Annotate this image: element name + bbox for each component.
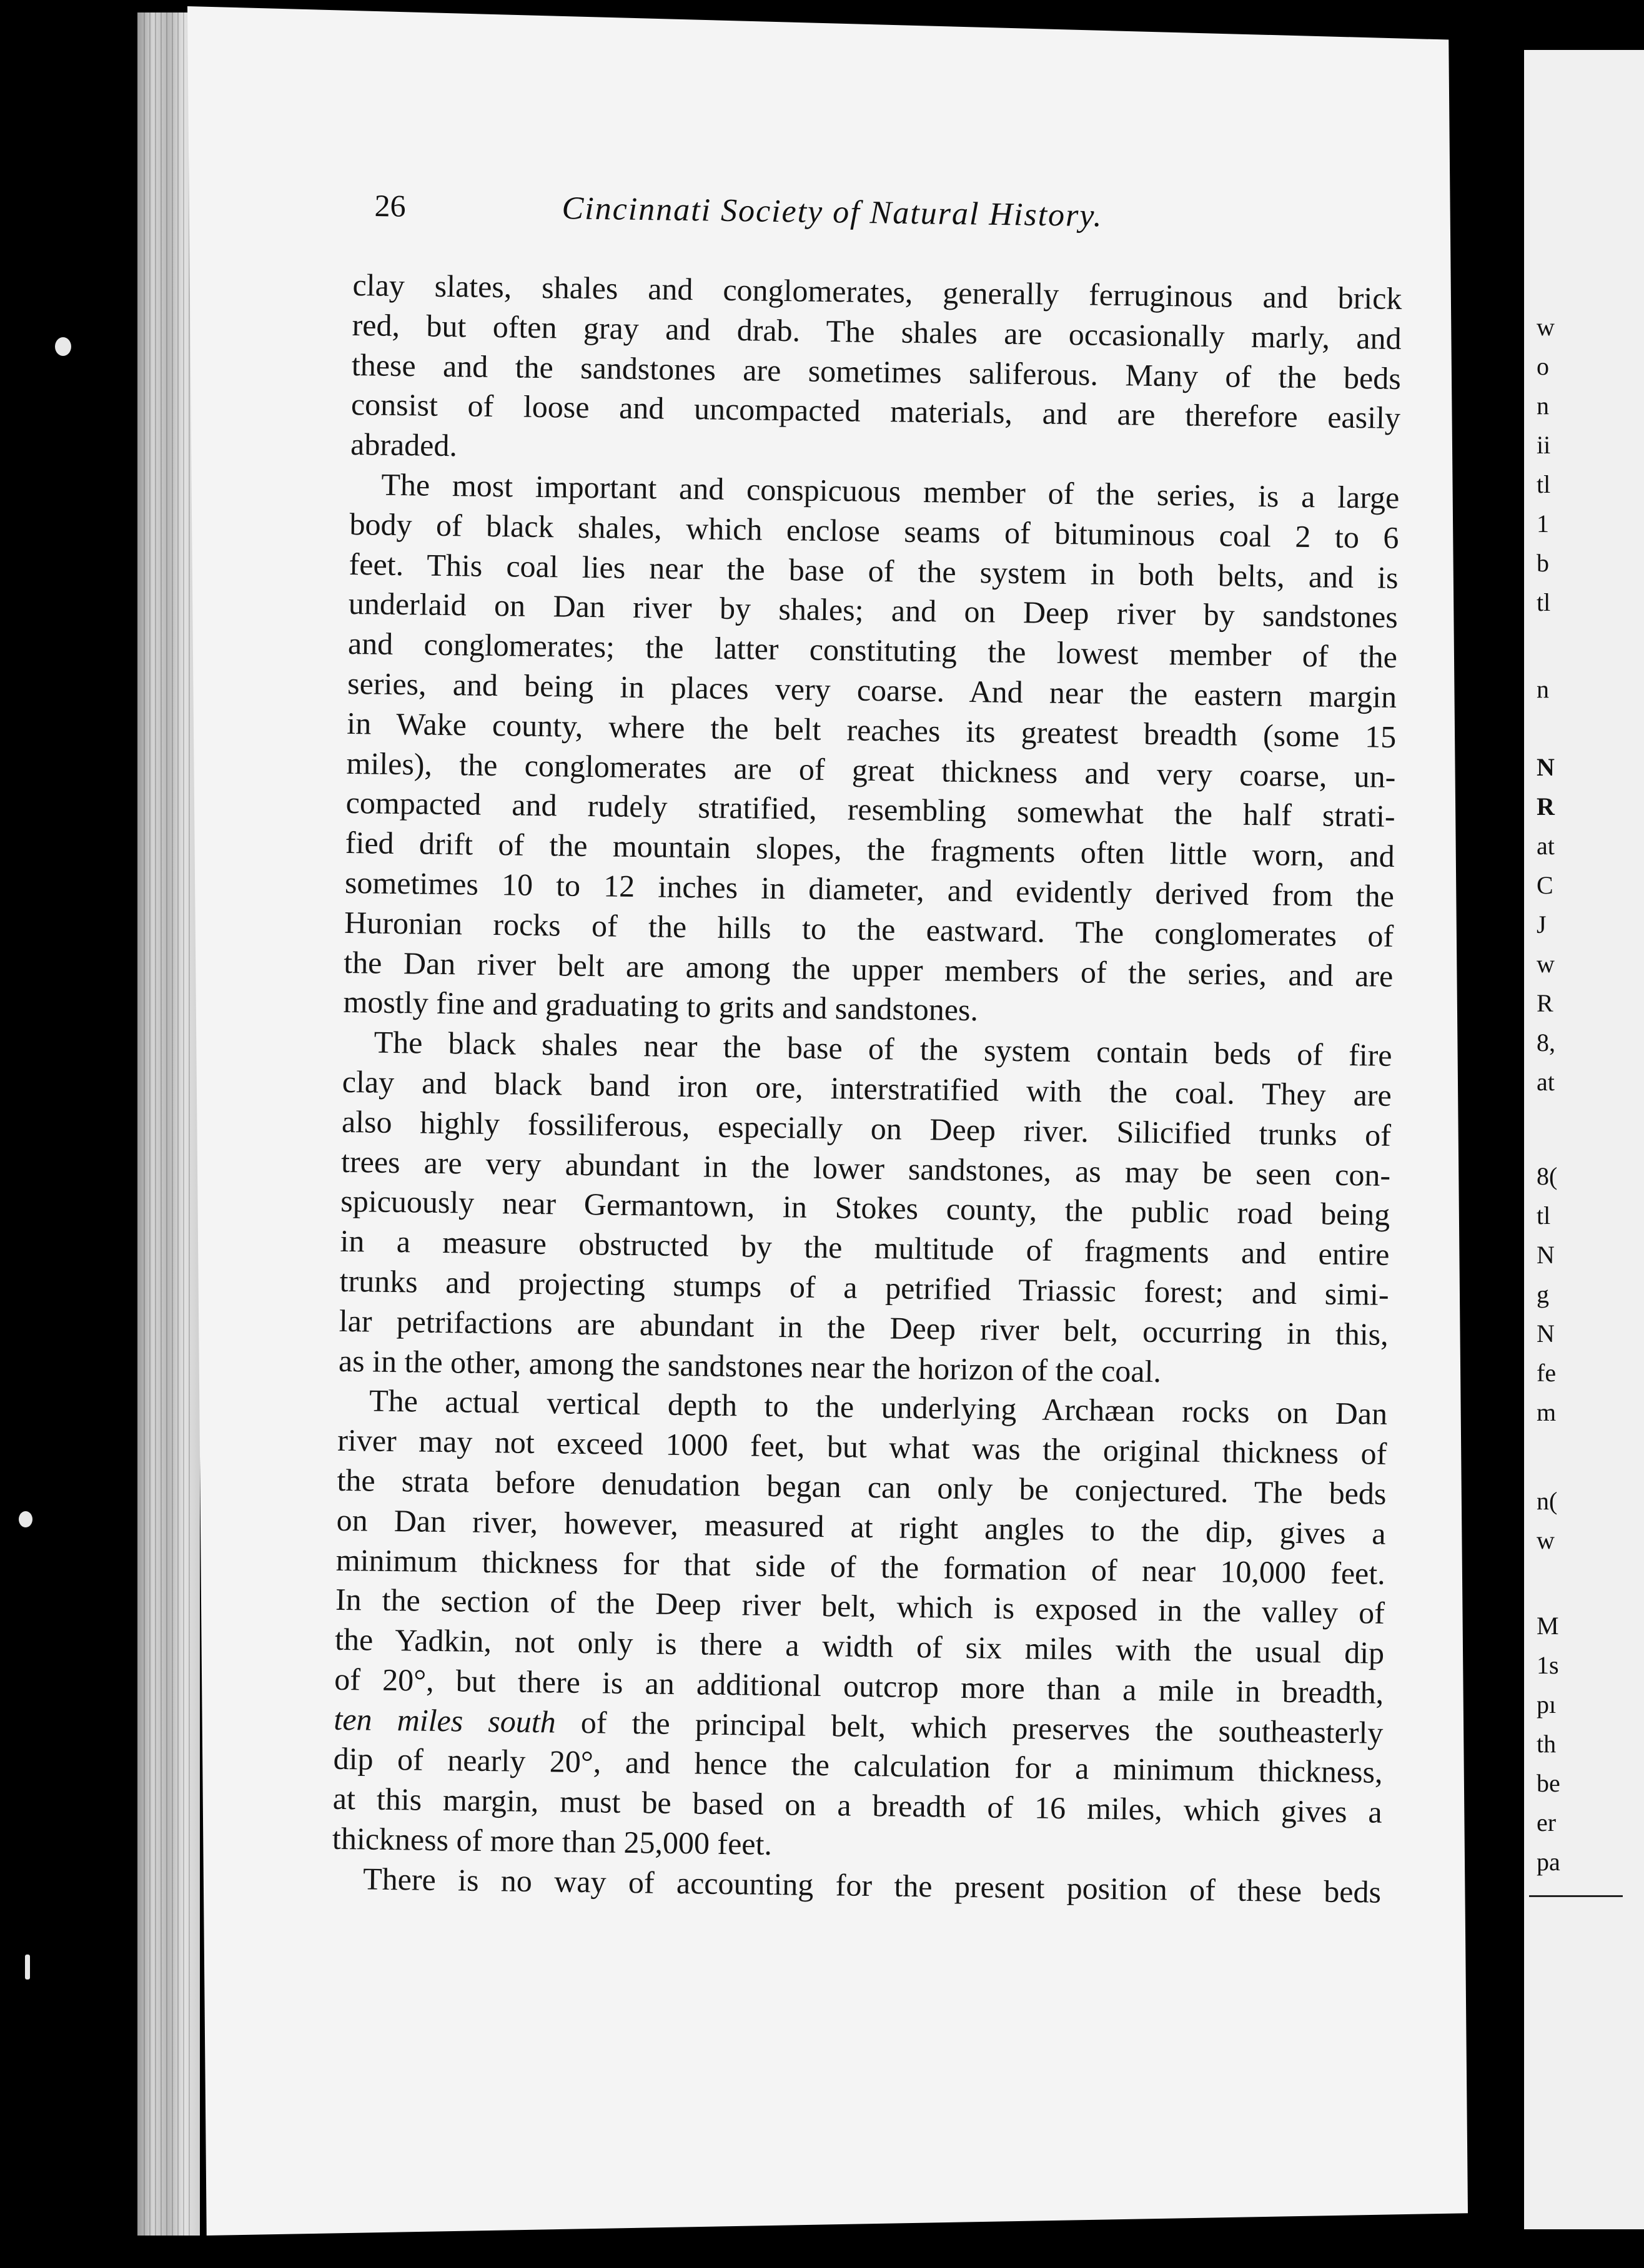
text-line: consist of loose and uncompacted materials, and are therefore easily [350, 387, 1401, 436]
facing-page-fragment: w [1537, 313, 1555, 341]
paragraph-start-line: The actual vertical depth to the underlying Archæan rocks on Dan [369, 1383, 1388, 1432]
body-text [332, 265, 1402, 1912]
text-line: red, but often gray and drab. The shales are occasionally marly, and [352, 307, 1402, 356]
facing-page-fragment: w [1537, 1526, 1555, 1554]
facing-page-fragment: N [1537, 1319, 1555, 1348]
text-line: in a measure obstructed by the multitude of fragments and entire [340, 1223, 1390, 1272]
facing-page-rule [1529, 1895, 1623, 1897]
facing-page-fragment: er [1537, 1808, 1557, 1837]
text-line: also highly fossiliferous, especially on Deep river. Silicified trunks of [341, 1103, 1392, 1153]
facing-page-fragment: n( [1537, 1487, 1558, 1515]
text-line: miles), the conglomerates are of great thickness and very coarse, un- [346, 745, 1396, 794]
text-line: mostly fine and graduating to grits and sandstones. [343, 984, 979, 1028]
text-line: feet. This coal lies near the base of the system in both belts, and is [349, 546, 1399, 595]
facing-page-fragment: tl [1537, 1201, 1551, 1230]
facing-page-fragment: M [1537, 1612, 1559, 1640]
text-line: fied drift of the mountain slopes, the fragments often little worn, and [345, 825, 1395, 874]
facing-page-fragment: be [1537, 1769, 1560, 1797]
text-line: dip of nearly 20°, and hence the calculation for a minimum thickness, [333, 1741, 1383, 1790]
text-line: series, and being in places very coarse. And near the eastern margin [347, 665, 1397, 714]
facing-page-fragment: tl [1537, 470, 1551, 498]
text-line: underlaid on Dan river by shales; and on Deep river by sandstones [348, 586, 1399, 635]
text-line: minimum thickness for that side of the formation of near 10,000 feet. [335, 1542, 1386, 1591]
italic-phrase: ten miles south [334, 1701, 557, 1740]
text-line: abraded. [350, 426, 458, 463]
text-line: clay slates, shales and conglomerates, generally ferruginous and brick [352, 267, 1402, 316]
facing-page-fragment: R [1537, 989, 1553, 1017]
facing-page-fragment: C [1537, 871, 1553, 899]
running-title: Cincinnati Society of Natural History. [562, 190, 1103, 234]
facing-page-fragment: pa [1537, 1848, 1560, 1876]
text-line: body of black shales, which enclose seams of bituminous coal 2 to 6 [349, 506, 1399, 555]
text-line: clay and black band iron ore, interstratified with the coal. They are [342, 1063, 1392, 1113]
facing-page-fragment: th [1537, 1730, 1557, 1758]
facing-page-fragment: pı [1537, 1690, 1557, 1718]
text-line: river may not exceed 1000 feet, but what was the original thickness of [337, 1422, 1387, 1471]
facing-page [1524, 50, 1644, 2229]
text-line: on Dan river, however, measured at right angles to the dip, gives a [336, 1502, 1386, 1551]
text-line: the Yadkin, not only is there a width of six miles with the usual dip [334, 1621, 1385, 1670]
facing-page-fragment: n [1537, 392, 1549, 420]
facing-page-fragment: w [1537, 950, 1555, 978]
facing-page-fragment: tl [1537, 588, 1551, 616]
text-line: the Dan river belt are among the upper members of the series, and are [344, 944, 1394, 993]
text-line: the strata before denudation began can only be conjectured. The beds [337, 1462, 1387, 1511]
facing-page-fragment: 8( [1537, 1162, 1558, 1190]
facing-page-fragment: b [1537, 549, 1549, 577]
text-line: of 20°, but there is an additional outcrop more than a mile in breadth, [334, 1661, 1384, 1710]
text-line: lar petrifactions are abundant in the Deep river belt, occurring in this, [339, 1303, 1389, 1352]
paragraph-start-line: There is no way of accounting for the present position of these beds [362, 1861, 1382, 1910]
text-line: compacted and rudely stratified, resembling somewhat the half strati- [345, 785, 1395, 834]
facing-page-fragment: g [1537, 1280, 1549, 1308]
text-line: spicuously near Germantown, in Stokes county, the public road being [340, 1183, 1390, 1233]
facing-page-fragment: N [1537, 1241, 1555, 1269]
facing-page-fragment: fe [1537, 1359, 1557, 1387]
facing-page-fragment: ii [1537, 431, 1551, 459]
facing-page-fragment: 8, [1537, 1028, 1555, 1057]
text-line: and conglomerates; the latter constituting the lowest member of the [347, 626, 1398, 675]
text-line: these and the sandstones are sometimes saliferous. Many of the beds [351, 347, 1402, 396]
facing-page-fragment: o [1537, 352, 1549, 380]
facing-page-fragment: at [1537, 1068, 1555, 1096]
text-line: thickness of more than 25,000 feet. [332, 1820, 773, 1862]
facing-page-fragment: 1s [1537, 1651, 1559, 1679]
margin-speck [19, 1511, 32, 1527]
facing-page-fragment: 1 [1537, 510, 1549, 538]
facing-page-fragment: N [1537, 753, 1555, 781]
text-line: in Wake county, where the belt reaches its greatest breadth (some 15 [347, 705, 1397, 754]
text-line: at this margin, must be based on a breadth of 16 miles, which gives a [332, 1781, 1383, 1830]
margin-speck [25, 1955, 30, 1980]
margin-speck [55, 337, 71, 356]
facing-page-fragment: at [1537, 832, 1555, 860]
facing-page-fragment: R [1537, 792, 1555, 821]
text-line: as in the other, among the sandstones near the horizon of the coal. [338, 1343, 1162, 1389]
paragraph-start-line: The black shales near the base of the system contain beds of fire [374, 1024, 1392, 1073]
page-number: 26 [374, 187, 406, 224]
facing-page-fragment: m [1537, 1398, 1557, 1426]
paragraph-start-line: The most important and conspicuous member of the series, is a large [381, 466, 1400, 515]
text-line: Huronian rocks of the hills to the eastward. The conglomerates of [344, 904, 1394, 954]
text-line: In the section of the Deep river belt, which is exposed in the valley of [335, 1582, 1385, 1631]
page-edges [144, 12, 194, 2236]
text-line-rest: of the principal belt, which preserves the southeasterly [580, 1704, 1384, 1750]
text-line: trunks and projecting stumps of a petrified Triassic forest; and simi- [339, 1263, 1389, 1312]
text-line: trees are very abundant in the lower sandstones, as may be seen con- [340, 1143, 1391, 1193]
text-line: sometimes 10 to 12 inches in diameter, and evidently derived from the [344, 864, 1395, 914]
facing-page-fragment: J [1537, 910, 1547, 939]
facing-page-fragment: n [1537, 675, 1549, 703]
